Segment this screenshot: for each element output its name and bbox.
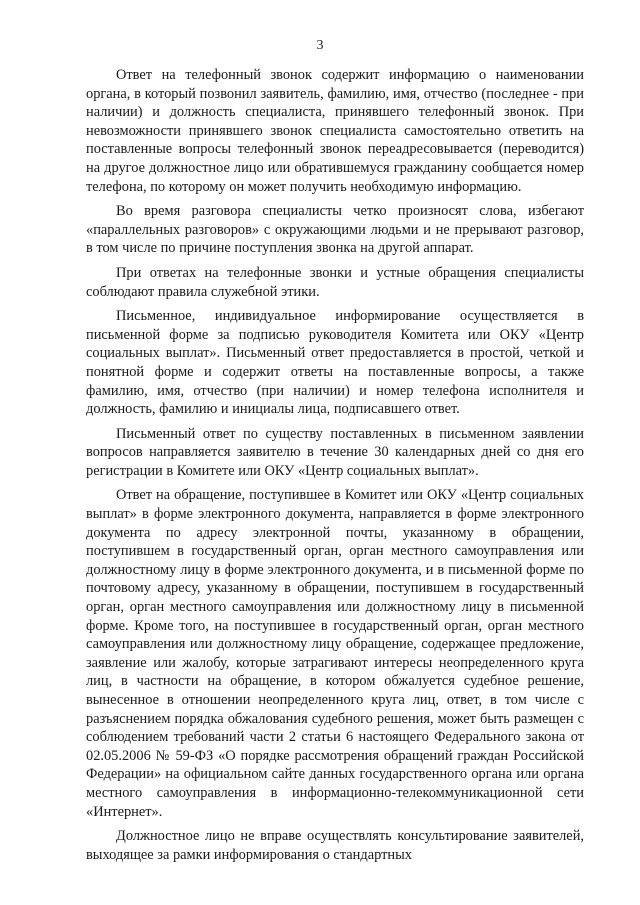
- paragraph-response-deadline: Письменный ответ по существу поставленных в письменном заявлении вопросов направляется заявителю в течение 30 календарных дней со дня его регистрации в Комитете или ОКУ «Центр социальных выплат».: [86, 425, 584, 479]
- document-body: [86, 66, 584, 870]
- paragraph-ethics: При ответах на телефонные звонки и устные обращения специалисты соблюдают правила служебной этики.: [86, 264, 584, 300]
- paragraph-conversation: Во время разговора специалисты четко произносят слова, избегают «параллельных разговоров» с окружающими людьми и не прерывают разговор, в том числе по причине поступления звонка на другой аппарат.: [86, 203, 584, 257]
- paragraph-written-informing: Письменное, индивидуальное информирование осуществляется в письменной форме за подписью руководителя Комитета или ОКУ «Центр социальных выплат». Письменный ответ предоставляется в простой, четкой и понятной форме и содержит ответы на поставленные вопросы, а также фамилию, имя, отчество (при наличии) и номер телефона исполнителя и должность, фамилию и инициалы лица, подписавшего ответ.: [86, 308, 584, 418]
- page-number: 3: [316, 38, 324, 53]
- paragraph-official-limits: Должностное лицо не вправе осуществлять консультирование заявителей, выходящее за рамки информирования о стандартных: [86, 828, 584, 863]
- paragraph-electronic-response: Ответ на обращение, поступившее в Комитет или ОКУ «Центр социальных выплат» в форме электронного документа, направляется в форме электронного документа по адресу электронной почты, указанному в обращении, поступившем в государственный орган, орган местного самоуправления или должностному лицу в форме электронного документа, и в письменной форме по почтовому адресу, указанному в обращении, поступившем в государственный орган, орган местного самоуправления или должностному лицу в письменной форме. Кроме того, на поступившее в государственный орган, орган местного самоуправления или должностному лицу обращение, содержащее предложение, заявление или жалобу, которые затрагивают интересы неопределенного круга лиц, в частности на обращение, в котором обжалуется судебное решение, вынесенное в отношении неопределенного круга лиц, ответ, в том числе с разъяснением порядка обжалования судебного решения, может быть размещен с соблюдением требований части 2 статьи 6 настоящего Федерального закона от 02.05.2006 № 59-ФЗ «О порядке рассмотрения обращений граждан Российской Федерации» на официальном сайте данных государственного органа или органа местного самоуправления в информационно-телекоммуникационной сети «Интернет».: [86, 487, 584, 820]
- paragraph-phone-answer: Ответ на телефонный звонок содержит информацию о наименовании органа, в который позвонил заявитель, фамилию, имя, отчество (последнее - при наличии) и должность специалиста, принявшего телефонный звонок. При невозможности принявшего звонок специалиста самостоятельно ответить на поставленные вопросы телефонный звонок переадресовывается (переводится) на другое должностное лицо или обратившемуся гражданину сообщается номер телефона, по которому он может получить необходимую информацию.: [86, 67, 584, 195]
